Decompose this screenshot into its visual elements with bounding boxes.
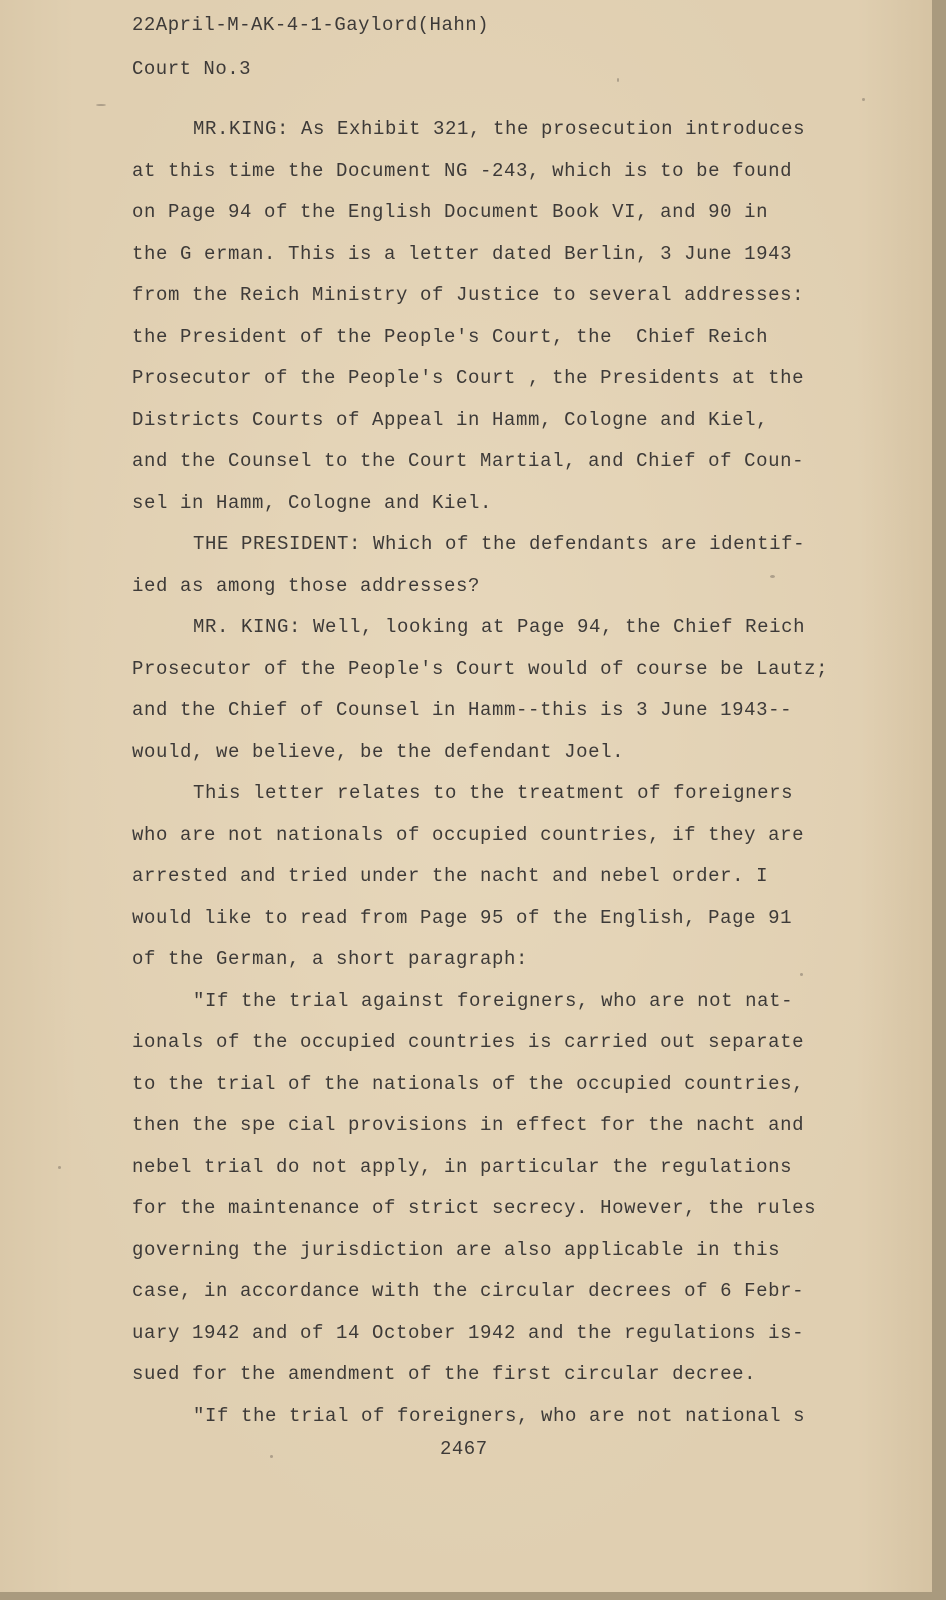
page-number: 2467	[440, 1438, 488, 1460]
transcript-line: "If the trial against foreigners, who are not nat-	[193, 989, 794, 1012]
transcript-line: would like to read from Page 95 of the English, Page 91	[132, 906, 793, 929]
transcript-line: Prosecutor of the People's Court would of course be Lautz;	[132, 657, 829, 680]
transcript-line: case, in accordance with the circular decrees of 6 Febr-	[132, 1280, 805, 1302]
transcript-line: who are not nationals of occupied countries, if they are	[132, 823, 805, 846]
paper-speck	[862, 98, 865, 101]
transcript-line: to the trial of the nationals of the occupied countries,	[132, 1072, 805, 1095]
transcript-line: THE PRESIDENT: Which of the defendants are identif-	[193, 533, 806, 555]
transcript-line: then the spe cial provisions in effect for the nacht and	[132, 1114, 805, 1136]
paper-speck	[58, 1166, 61, 1169]
paper-speck	[96, 104, 106, 106]
transcript-line: the President of the People's Court, the Chief Reich	[132, 325, 769, 348]
transcript-line: the G erman. This is a letter dated Berlin, 3 June 1943	[132, 242, 793, 265]
transcript-line: sued for the amendment of the first circular decree.	[132, 1363, 757, 1385]
transcript-line: MR. KING: Well, looking at Page 94, the Chief Reich	[193, 616, 806, 638]
transcript-line: "If the trial of foreigners, who are not national s	[193, 1404, 806, 1427]
transcript-line: Districts Courts of Appeal in Hamm, Cologne and Kiel,	[132, 408, 769, 431]
transcript-line: of the German, a short paragraph:	[132, 948, 529, 970]
transcript-line: uary 1942 and of 14 October 1942 and the regulations is-	[132, 1321, 805, 1344]
transcript-line: at this time the Document NG -243, which is to be found	[132, 159, 793, 182]
transcript-line: for the maintenance of strict secrecy. However, the rules	[132, 1197, 817, 1219]
transcript-line: This letter relates to the treatment of foreigners	[193, 782, 794, 804]
paper-speck	[800, 973, 803, 976]
transcript-line: on Page 94 of the English Document Book VI, and 90 in	[132, 201, 769, 223]
transcript-line: governing the jurisdiction are also applicable in this	[132, 1238, 781, 1261]
document-id-header: 22April-M-AK-4-1-Gaylord(Hahn)	[132, 14, 490, 36]
paper-speck	[617, 78, 619, 82]
transcript-line: from the Reich Ministry of Justice to several addresses:	[132, 284, 805, 306]
transcript-line: would, we believe, be the defendant Joel.	[132, 740, 625, 763]
transcript-line: ionals of the occupied countries is carried out separate	[132, 1031, 805, 1053]
paper-speck	[770, 575, 775, 578]
transcript-line: nebel trial do not apply, in particular the regulations	[132, 1155, 793, 1178]
transcript-line: ied as among those addresses?	[132, 574, 481, 597]
transcript-line: and the Chief of Counsel in Hamm--this is 3 June 1943--	[132, 699, 793, 721]
paper-speck	[270, 1455, 273, 1458]
transcript-line: arrested and tried under the nacht and nebel order. I	[132, 865, 769, 887]
court-number: Court No.3	[132, 58, 252, 80]
transcript-line: MR.KING: As Exhibit 321, the prosecution introduces	[193, 118, 806, 140]
transcript-line: sel in Hamm, Cologne and Kiel.	[132, 491, 493, 514]
transcript-line: and the Counsel to the Court Martial, and Chief of Coun-	[132, 450, 805, 472]
transcript-body	[132, 109, 832, 1437]
transcript-line: Prosecutor of the People's Court , the Presidents at the	[132, 367, 805, 389]
